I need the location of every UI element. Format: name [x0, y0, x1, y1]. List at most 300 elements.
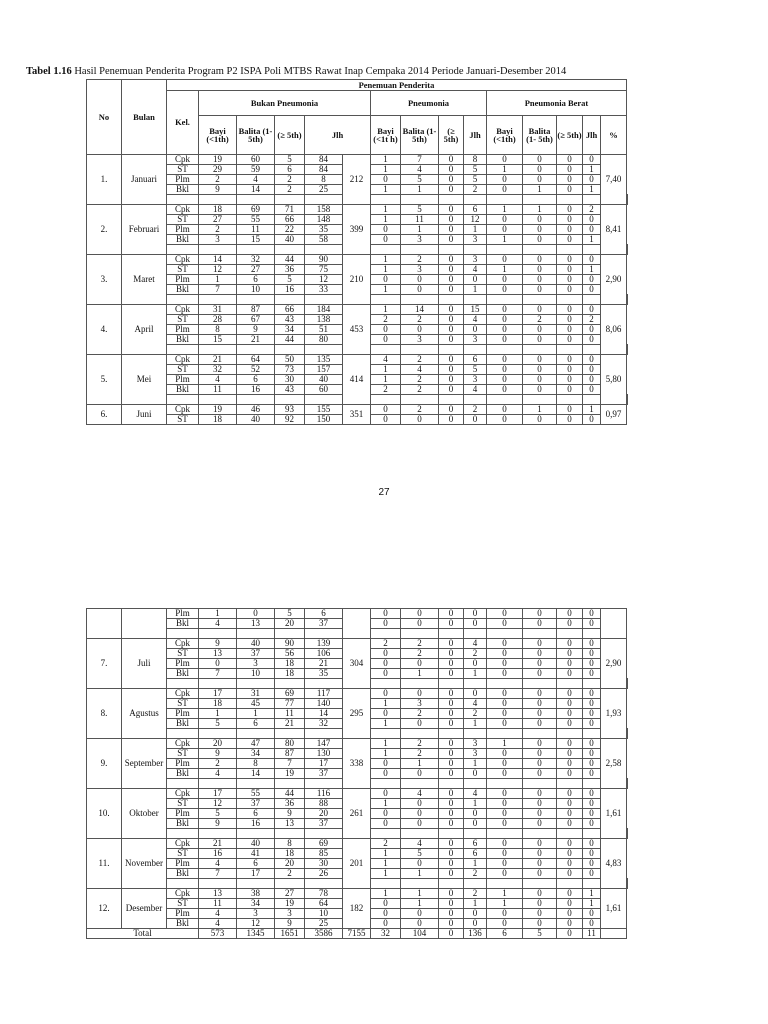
bukan-pneumonia-cell: 88 [305, 799, 343, 809]
pneumonia-berat-cell: 1 [487, 739, 523, 749]
spacer-cell [487, 879, 523, 889]
month-percent: 4,83 [601, 839, 627, 889]
kelurahan-code: Bkl [167, 385, 199, 395]
spacer-cell [275, 679, 305, 689]
bukan-pneumonia-cell: 13 [275, 819, 305, 829]
pneumonia-berat-cell: 0 [583, 839, 601, 849]
spacer-cell [523, 829, 557, 839]
pneumonia-berat-cell: 0 [523, 165, 557, 175]
spacer-cell [305, 829, 343, 839]
bukan-pneumonia-cell: 55 [237, 789, 275, 799]
pneumonia-cell: 0 [401, 609, 439, 619]
spacer-cell [464, 395, 487, 405]
pneumonia-cell: 1 [371, 849, 401, 859]
pneumonia-cell: 0 [371, 325, 401, 335]
month-total: 201 [343, 839, 371, 889]
bukan-pneumonia-cell: 37 [237, 649, 275, 659]
bukan-pneumonia-cell: 11 [199, 385, 237, 395]
pneumonia-cell: 1 [523, 405, 557, 415]
table-row [87, 255, 628, 265]
kelurahan-code: ST [167, 649, 199, 659]
month-percent: 2,90 [601, 255, 627, 305]
bukan-pneumonia-cell: 11 [275, 709, 305, 719]
pneumonia-berat-cell: 0 [583, 285, 601, 295]
bukan-pneumonia-cell: 1 [199, 709, 237, 719]
month-number: 10. [87, 789, 122, 839]
spacer-cell [237, 395, 275, 405]
pneumonia-cell: 0 [439, 919, 464, 929]
month-total: 351 [343, 405, 371, 425]
spacer-cell [439, 679, 464, 689]
pneumonia-berat-cell: 0 [523, 759, 557, 769]
pneumonia-berat-cell: 0 [487, 689, 523, 699]
total-cell: 0 [439, 929, 464, 939]
pneumonia-berat-cell: 0 [487, 355, 523, 365]
pneumonia-berat-cell: 0 [557, 265, 583, 275]
month-total: 414 [343, 355, 371, 405]
pneumonia-berat-cell: 0 [523, 215, 557, 225]
pneumonia-berat-cell: 0 [557, 839, 583, 849]
month-percent: 8,06 [601, 305, 627, 355]
spacer-cell [439, 779, 464, 789]
pneumonia-cell: 3 [464, 375, 487, 385]
pneumonia-cell: 0 [439, 619, 464, 629]
ispa-table-part-1 [86, 79, 628, 425]
spacer-cell [167, 679, 199, 689]
pneumonia-cell: 1 [464, 859, 487, 869]
table-row [87, 889, 628, 899]
pneumonia-cell: 2 [401, 315, 439, 325]
pneumonia-berat-cell: 0 [557, 315, 583, 325]
pneumonia-cell: 0 [439, 819, 464, 829]
pneumonia-berat-cell: 0 [523, 839, 557, 849]
header-jlh: Jlh [305, 116, 371, 155]
pneumonia-cell: 0 [371, 415, 401, 425]
pneumonia-berat-cell: 0 [583, 355, 601, 365]
total-cell: 7155 [343, 929, 371, 939]
spacer-cell [523, 779, 557, 789]
pneumonia-berat-cell: 0 [523, 325, 557, 335]
pneumonia-cell: 0 [401, 909, 439, 919]
pneumonia-berat-cell: 0 [557, 719, 583, 729]
pneumonia-cell: 0 [401, 809, 439, 819]
bukan-pneumonia-cell: 15 [237, 235, 275, 245]
bukan-pneumonia-cell: 21 [305, 659, 343, 669]
bukan-pneumonia-cell: 3 [199, 235, 237, 245]
bukan-pneumonia-cell: 43 [275, 315, 305, 325]
bukan-pneumonia-cell: 16 [237, 385, 275, 395]
table-row [87, 405, 628, 415]
pneumonia-cell: 14 [401, 305, 439, 315]
kelurahan-code: ST [167, 699, 199, 709]
spacer-cell [199, 345, 237, 355]
spacer-cell [557, 245, 583, 255]
bukan-pneumonia-cell: 147 [305, 739, 343, 749]
bukan-pneumonia-cell: 14 [199, 255, 237, 265]
bukan-pneumonia-cell: 71 [275, 205, 305, 215]
spacer-cell [583, 629, 601, 639]
header-bayi: Bayi (<1th) [199, 116, 237, 155]
spacer-cell [401, 779, 439, 789]
bukan-pneumonia-cell: 28 [199, 315, 237, 325]
pneumonia-berat-cell: 0 [557, 215, 583, 225]
pneumonia-cell: 0 [401, 799, 439, 809]
bukan-pneumonia-cell: 0 [199, 659, 237, 669]
pneumonia-cell: 2 [401, 649, 439, 659]
pneumonia-berat-cell: 0 [487, 175, 523, 185]
bukan-pneumonia-cell: 90 [305, 255, 343, 265]
pneumonia-cell: 0 [464, 609, 487, 619]
pneumonia-cell: 2 [401, 405, 439, 415]
bukan-pneumonia-cell: 38 [237, 889, 275, 899]
pneumonia-cell: 0 [439, 325, 464, 335]
pneumonia-cell: 0 [371, 899, 401, 909]
spacer-cell [401, 879, 439, 889]
pneumonia-cell: 3 [401, 265, 439, 275]
bukan-pneumonia-cell: 4 [199, 619, 237, 629]
pneumonia-berat-cell: 0 [523, 819, 557, 829]
bukan-pneumonia-cell: 40 [275, 235, 305, 245]
pneumonia-cell: 0 [371, 789, 401, 799]
bukan-pneumonia-cell: 78 [305, 889, 343, 899]
bukan-pneumonia-cell: 25 [305, 919, 343, 929]
table-row [87, 789, 628, 799]
spacer-cell [557, 345, 583, 355]
pneumonia-berat-cell: 2 [583, 315, 601, 325]
pneumonia-cell: 0 [439, 609, 464, 619]
header-penemuan-penderita: Penemuan Penderita [167, 80, 627, 91]
pneumonia-berat-cell: 0 [523, 225, 557, 235]
pneumonia-cell: 0 [371, 809, 401, 819]
pneumonia-berat-cell: 0 [523, 175, 557, 185]
bukan-pneumonia-cell: 6 [237, 275, 275, 285]
spacer-cell [237, 245, 275, 255]
table-row [87, 739, 628, 749]
pneumonia-cell: 1 [464, 899, 487, 909]
pneumonia-cell: 2 [371, 385, 401, 395]
spacer-cell [557, 395, 583, 405]
pneumonia-berat-cell: 0 [583, 639, 601, 649]
total-cell: 3586 [305, 929, 343, 939]
pneumonia-berat-cell: 0 [487, 669, 523, 679]
spacer-cell [487, 345, 523, 355]
pneumonia-berat-cell: 1 [487, 899, 523, 909]
month-total: 399 [343, 205, 371, 255]
pneumonia-berat-cell: 0 [523, 155, 557, 165]
spacer-cell [523, 245, 557, 255]
pneumonia-berat-cell: 1 [583, 235, 601, 245]
month-name: Juli [122, 639, 167, 689]
bukan-pneumonia-cell: 80 [275, 739, 305, 749]
pneumonia-berat-cell: 1 [487, 889, 523, 899]
pneumonia-cell: 1 [371, 255, 401, 265]
pneumonia-berat-cell: 0 [557, 659, 583, 669]
spacer-cell [199, 245, 237, 255]
bukan-pneumonia-cell: 150 [305, 415, 343, 425]
bukan-pneumonia-cell: 87 [275, 749, 305, 759]
pneumonia-berat-cell: 0 [557, 709, 583, 719]
kelurahan-code: Plm [167, 709, 199, 719]
pneumonia-cell: 0 [439, 405, 464, 415]
pneumonia-cell: 5 [464, 165, 487, 175]
spacer-cell [557, 829, 583, 839]
pneumonia-berat-cell: 0 [557, 759, 583, 769]
bukan-pneumonia-cell: 18 [199, 699, 237, 709]
pneumonia-berat-cell: 0 [557, 335, 583, 345]
month-name: Januari [122, 155, 167, 205]
pneumonia-cell: 5 [464, 175, 487, 185]
bukan-pneumonia-cell: 8 [275, 839, 305, 849]
pneumonia-cell: 1 [371, 365, 401, 375]
pneumonia-cell: 0 [439, 385, 464, 395]
month-name-cont [122, 609, 167, 639]
kelurahan-code: ST [167, 215, 199, 225]
pneumonia-berat-cell: 0 [583, 859, 601, 869]
spacer-cell [371, 729, 401, 739]
bukan-pneumonia-cell: 21 [199, 355, 237, 365]
total-cell: 11 [583, 929, 601, 939]
bukan-pneumonia-cell: 31 [199, 305, 237, 315]
bukan-pneumonia-cell: 5 [199, 719, 237, 729]
pneumonia-berat-cell: 0 [583, 759, 601, 769]
bukan-pneumonia-cell: 0 [237, 609, 275, 619]
pneumonia-cell: 0 [439, 889, 464, 899]
pneumonia-berat-cell: 0 [523, 235, 557, 245]
spacer-cell [275, 879, 305, 889]
pneumonia-berat-cell: 0 [487, 719, 523, 729]
kelurahan-code: Plm [167, 225, 199, 235]
spacer-cell [583, 779, 601, 789]
pneumonia-berat-cell: 0 [557, 819, 583, 829]
bukan-pneumonia-cell: 34 [237, 899, 275, 909]
pneumonia-berat-cell: 1 [523, 205, 557, 215]
month-percent: 1,61 [601, 789, 627, 839]
pneumonia-cell: 0 [371, 759, 401, 769]
pneumonia-berat-cell: 0 [557, 899, 583, 909]
spacer-cell [487, 295, 523, 305]
spacer-cell [401, 829, 439, 839]
pneumonia-berat-cell: 1 [523, 185, 557, 195]
bukan-pneumonia-cell: 13 [199, 649, 237, 659]
bukan-pneumonia-cell: 37 [305, 819, 343, 829]
spacer-cell [199, 829, 237, 839]
spacer-cell [371, 629, 401, 639]
month-number: 4. [87, 305, 122, 355]
kelurahan-code: ST [167, 165, 199, 175]
bukan-pneumonia-cell: 6 [237, 859, 275, 869]
bukan-pneumonia-cell: 5 [275, 609, 305, 619]
pneumonia-berat-cell: 0 [487, 649, 523, 659]
pneumonia-cell: 3 [401, 335, 439, 345]
bukan-pneumonia-cell: 84 [305, 165, 343, 175]
pneumonia-berat-cell: 0 [487, 385, 523, 395]
spacer-cell [401, 245, 439, 255]
pneumonia-cell: 0 [439, 235, 464, 245]
pneumonia-berat-cell: 0 [583, 739, 601, 749]
kelurahan-code: Cpk [167, 839, 199, 849]
kelurahan-code: Cpk [167, 205, 199, 215]
bukan-pneumonia-cell: 37 [305, 769, 343, 779]
month-number: 11. [87, 839, 122, 889]
header-pb-balita: Balita (1- 5th) [523, 116, 557, 155]
pneumonia-berat-cell: 1 [487, 205, 523, 215]
kelurahan-code: Bkl [167, 919, 199, 929]
pneumonia-berat-cell: 0 [487, 275, 523, 285]
bukan-pneumonia-cell: 11 [199, 899, 237, 909]
pneumonia-berat-cell: 0 [487, 759, 523, 769]
kelurahan-code: Cpk [167, 739, 199, 749]
bukan-pneumonia-cell: 19 [199, 405, 237, 415]
kelurahan-code: Plm [167, 909, 199, 919]
spacer-cell [487, 679, 523, 689]
bukan-pneumonia-cell: 32 [305, 719, 343, 729]
ispa-table-part-2 [86, 608, 628, 939]
spacer-cell [275, 779, 305, 789]
month-total-cont [343, 609, 371, 639]
pneumonia-berat-cell: 0 [523, 919, 557, 929]
pneumonia-cell: 1 [464, 285, 487, 295]
bukan-pneumonia-cell: 4 [199, 909, 237, 919]
pneumonia-berat-cell: 0 [487, 659, 523, 669]
spacer-cell [583, 829, 601, 839]
table-row [87, 305, 628, 315]
bukan-pneumonia-cell: 4 [237, 175, 275, 185]
pneumonia-cell: 0 [439, 205, 464, 215]
bukan-pneumonia-cell: 52 [237, 365, 275, 375]
month-name: Oktober [122, 789, 167, 839]
pneumonia-berat-cell: 0 [523, 809, 557, 819]
bukan-pneumonia-cell: 10 [305, 909, 343, 919]
pneumonia-cell: 1 [401, 869, 439, 879]
spacer-cell [523, 345, 557, 355]
bukan-pneumonia-cell: 3 [237, 659, 275, 669]
pneumonia-cell: 0 [439, 415, 464, 425]
month-name: Agustus [122, 689, 167, 739]
bukan-pneumonia-cell: 139 [305, 639, 343, 649]
pneumonia-cell: 5 [401, 849, 439, 859]
pneumonia-berat-cell: 0 [583, 215, 601, 225]
pneumonia-cell: 1 [371, 749, 401, 759]
spacer-cell [305, 879, 343, 889]
pneumonia-cell: 0 [464, 919, 487, 929]
spacer-cell [464, 779, 487, 789]
spacer-cell [557, 295, 583, 305]
bukan-pneumonia-cell: 2 [275, 185, 305, 195]
spacer-cell [275, 395, 305, 405]
pneumonia-cell: 0 [439, 689, 464, 699]
pneumonia-cell: 1 [371, 205, 401, 215]
spacer-cell [167, 879, 199, 889]
pneumonia-berat-cell: 0 [557, 165, 583, 175]
header-balita: Balita (1-5th) [237, 116, 275, 155]
pneumonia-berat-cell: 0 [583, 175, 601, 185]
pneumonia-berat-cell: 0 [583, 699, 601, 709]
pneumonia-cell: 5 [464, 365, 487, 375]
pneumonia-berat-cell: 0 [523, 719, 557, 729]
spacer-cell [167, 395, 199, 405]
spacer-cell [275, 195, 305, 205]
bukan-pneumonia-cell: 16 [275, 285, 305, 295]
spacer-cell [464, 879, 487, 889]
pneumonia-berat-cell: 0 [583, 375, 601, 385]
header-pn-ge5: (≥ 5th) [439, 116, 464, 155]
pneumonia-cell: 0 [371, 335, 401, 345]
pneumonia-cell: 0 [371, 175, 401, 185]
pneumonia-berat-cell: 0 [557, 275, 583, 285]
bukan-pneumonia-cell: 20 [275, 859, 305, 869]
pneumonia-cell: 7 [401, 155, 439, 165]
spacer-cell [557, 779, 583, 789]
pneumonia-cell: 2 [371, 315, 401, 325]
pneumonia-cell: 2 [464, 869, 487, 879]
pneumonia-cell: 4 [464, 265, 487, 275]
spacer-cell [439, 829, 464, 839]
month-number: 9. [87, 739, 122, 789]
table-caption [26, 66, 566, 77]
pneumonia-berat-cell: 0 [523, 669, 557, 679]
pneumonia-cell: 0 [439, 225, 464, 235]
month-percent: 0,97 [601, 405, 627, 425]
pneumonia-cell: 3 [464, 255, 487, 265]
totals-row [87, 929, 628, 939]
bukan-pneumonia-cell: 47 [237, 739, 275, 749]
bukan-pneumonia-cell: 2 [275, 175, 305, 185]
spacer-cell [627, 779, 628, 789]
pneumonia-cell: 0 [439, 155, 464, 165]
pneumonia-berat-cell: 0 [523, 769, 557, 779]
spacer-cell [305, 195, 343, 205]
pneumonia-cell: 0 [439, 375, 464, 385]
pneumonia-cell: 0 [464, 809, 487, 819]
pneumonia-cell: 0 [439, 285, 464, 295]
spacer-cell [401, 729, 439, 739]
pneumonia-berat-cell: 1 [583, 165, 601, 175]
spacer-cell [627, 679, 628, 689]
spacer-cell [167, 195, 199, 205]
bukan-pneumonia-cell: 21 [237, 335, 275, 345]
pneumonia-berat-cell: 0 [523, 355, 557, 365]
pneumonia-berat-cell: 0 [557, 235, 583, 245]
bukan-pneumonia-cell: 1 [237, 709, 275, 719]
bukan-pneumonia-cell: 17 [199, 689, 237, 699]
pneumonia-cell: 0 [401, 919, 439, 929]
bukan-pneumonia-cell: 30 [275, 375, 305, 385]
pneumonia-cell: 0 [439, 265, 464, 275]
spacer-cell [237, 829, 275, 839]
spacer-cell [464, 829, 487, 839]
pneumonia-berat-cell: 0 [557, 689, 583, 699]
pneumonia-cell: 5 [401, 175, 439, 185]
spacer-cell [523, 679, 557, 689]
month-number: 3. [87, 255, 122, 305]
pneumonia-berat-cell: 0 [557, 255, 583, 265]
bukan-pneumonia-cell: 90 [275, 639, 305, 649]
spacer-cell [305, 779, 343, 789]
header-pb-jlh: Jlh [583, 116, 601, 155]
bukan-pneumonia-cell: 56 [275, 649, 305, 659]
spacer-cell [464, 679, 487, 689]
spacer-cell [464, 245, 487, 255]
bukan-pneumonia-cell: 4 [199, 859, 237, 869]
bukan-pneumonia-cell: 31 [237, 689, 275, 699]
pneumonia-cell: 0 [557, 405, 583, 415]
pneumonia-berat-cell: 1 [487, 235, 523, 245]
month-percent: 2,90 [601, 639, 627, 689]
bukan-pneumonia-cell: 45 [237, 699, 275, 709]
spacer-cell [275, 295, 305, 305]
bukan-pneumonia-cell: 34 [237, 749, 275, 759]
pneumonia-berat-cell: 0 [487, 215, 523, 225]
